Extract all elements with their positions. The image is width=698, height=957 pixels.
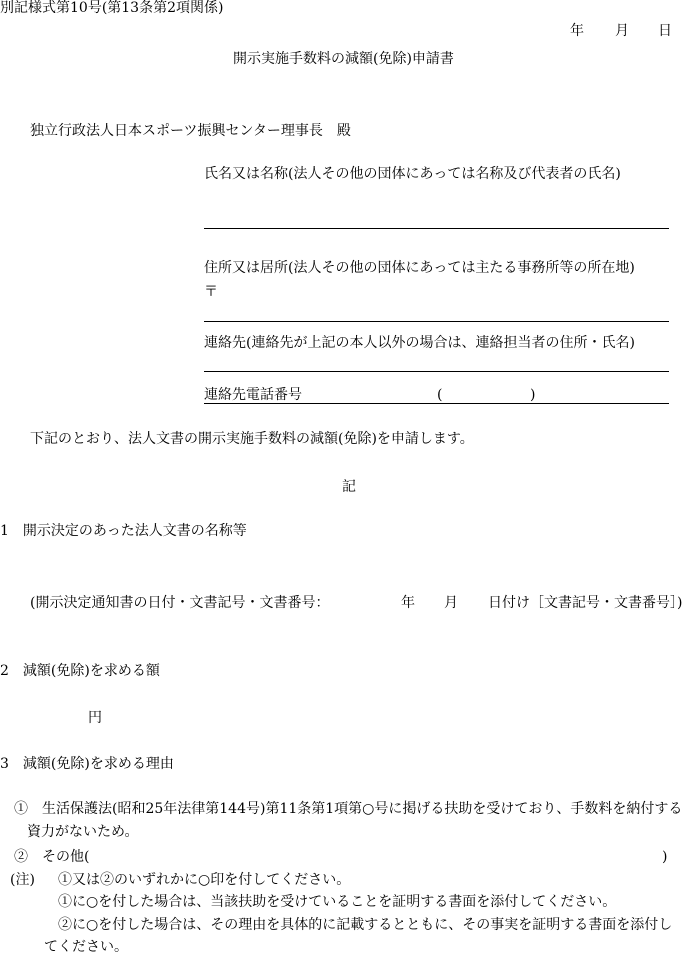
reason-2-close: ) [662,849,668,865]
phone-underline [204,403,669,404]
phone-paren-open: ( [437,387,443,403]
document-title: 開示実施手数料の減額(免除)申請書 [233,51,454,67]
section-1-heading: 1 開示決定のあった法人文書の名称等 [0,523,247,539]
ki-heading: 記 [342,479,356,495]
section-3-heading: 3 減額(免除)を求める理由 [0,756,174,772]
phone-label: 連絡先電話番号 [204,387,302,403]
date-month: 月 [615,23,629,39]
postal-mark: 〒 [204,284,218,300]
form-number: 別記様式第10号(第13条第2項関係) [0,0,224,16]
name-underline [204,228,669,229]
reason-2: ② その他( [14,849,90,865]
contact-underline [204,371,669,372]
note-3-line-1: ②に○を付した場合は、その理由を具体的に記載するとともに、その事実を証明する書面を添付し [58,917,673,933]
date-year: 年 [570,23,584,39]
address-label: 住所又は居所(法人その他の団体にあっては主たる事務所等の所在地) [204,260,635,276]
notice-dated: 日付け［文書記号・文書番号］) [488,595,683,611]
intro-text: 下記のとおり、法人文書の開示実施手数料の減額(免除)を申請します。 [30,431,474,447]
notice-year: 年 [401,595,415,611]
reason-1-line-1: ① 生活保護法(昭和25年法律第144号)第11条第1項第○号に掲げる扶助を受けており、手数料を納付する [14,801,683,817]
addressee: 独立行政法人日本スポーツ振興センター理事長 殿 [30,123,351,139]
note-1: ①又は②のいずれかに○印を付してください。 [58,872,351,888]
reason-1-line-2: 資力がないため。 [27,824,139,840]
note-label: (注) [10,872,35,888]
yen-label: 円 [88,710,102,726]
note-3-line-2: てください。 [44,939,128,955]
notice-prefix: (開示決定通知書の日付・文書記号・文書番号： [30,595,330,611]
notice-month: 月 [444,595,458,611]
contact-label: 連絡先(連絡先が上記の本人以外の場合は、連絡担当者の住所・氏名) [204,335,635,351]
section-2-heading: 2 減額(免除)を求める額 [0,663,160,679]
phone-paren-close: ) [530,387,536,403]
note-2: ①に○を付した場合は、当該扶助を受けていることを証明する書面を添付してください。 [58,894,617,910]
name-label: 氏名又は名称(法人その他の団体にあっては名称及び代表者の氏名) [204,166,621,182]
address-underline [204,321,669,322]
date-day: 日 [658,23,672,39]
